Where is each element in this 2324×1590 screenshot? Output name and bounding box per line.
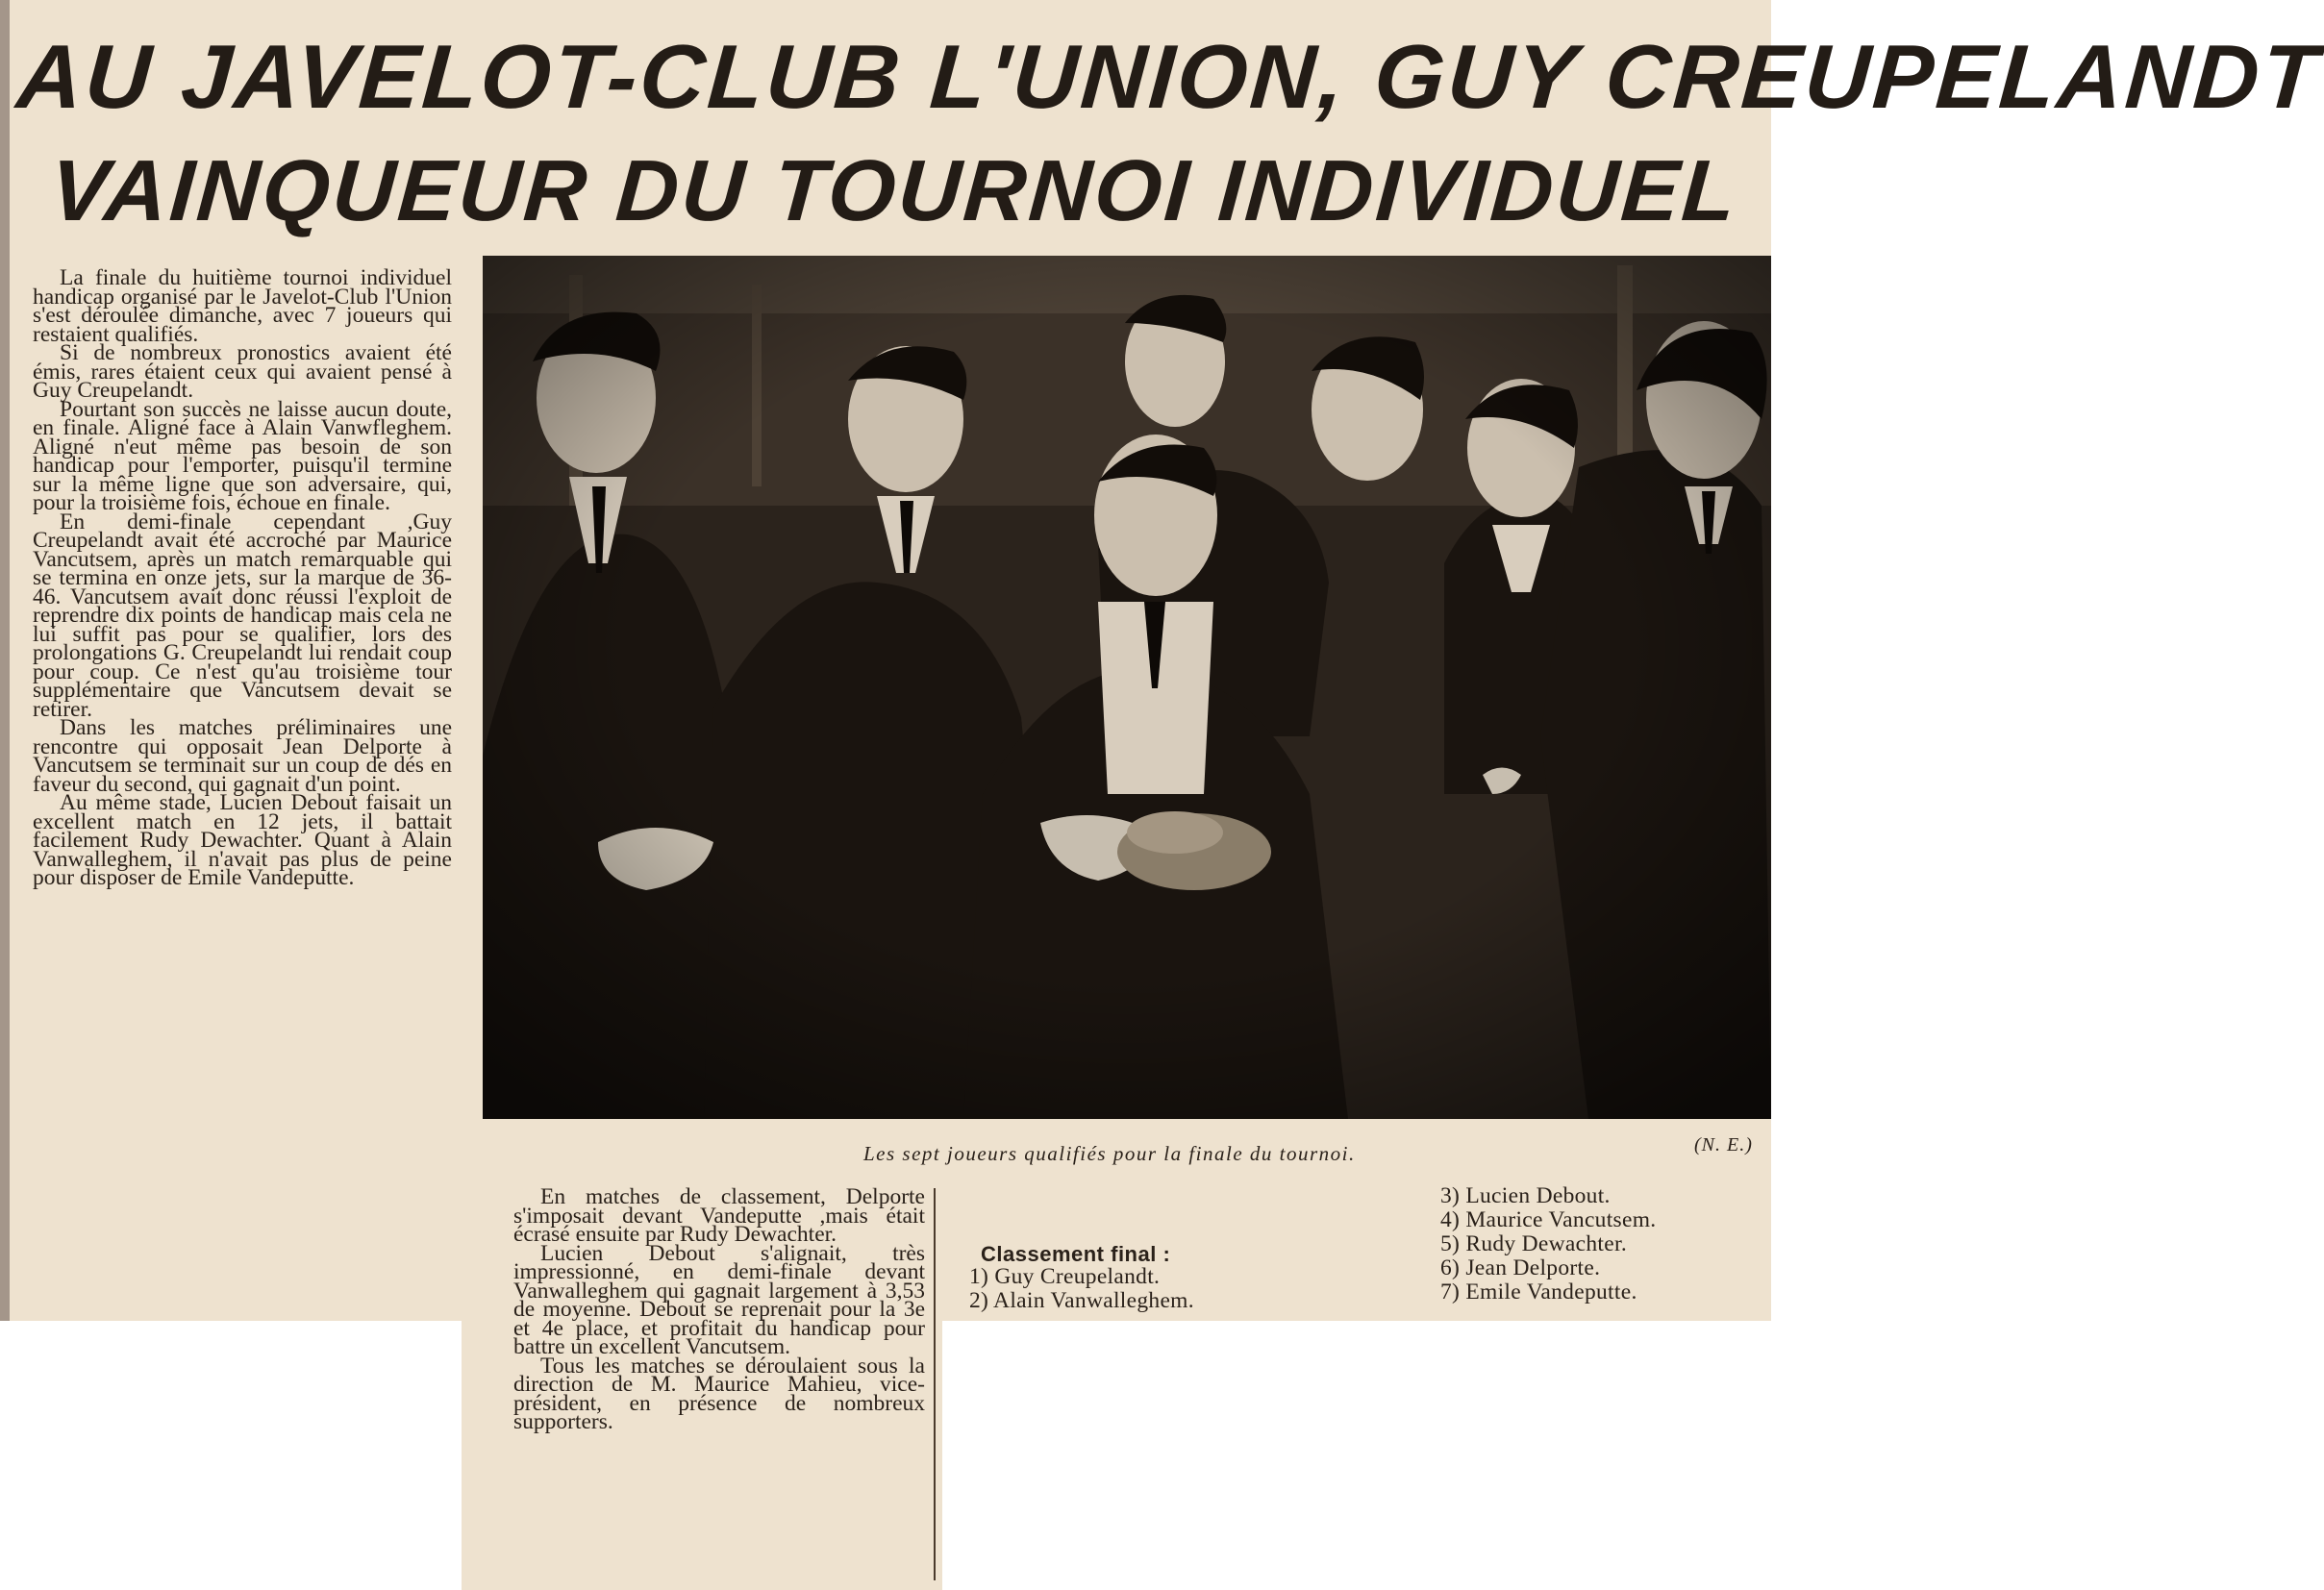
group-photo	[483, 256, 1771, 1119]
paragraph: Au même stade, Lucien Debout faisait un excellent match en 12 jets, il battait facilement Rudy Dewachter. Quant à Alain Vanwalleghem, il n'avait pas plus de peine pour disposer de Emile Vandeputte.	[33, 790, 452, 890]
photo-credit: (N. E.)	[1694, 1134, 1753, 1155]
paragraph: Dans les matches préliminaires une rencontre qui opposait Jean Delporte à Vancutsem se terminait sur un coup de dés en faveur du second, qui gagnait d'un point.	[33, 715, 452, 797]
ranking-title: Classement final :	[981, 1242, 1171, 1266]
ranking-list-part-1	[969, 1265, 1194, 1313]
paper-edge-shadow	[0, 0, 10, 1321]
ranking-item: 5) Rudy Dewachter.	[1440, 1231, 1627, 1256]
paragraph: La finale du huitième tournoi individuel handicap organisé par le Javelot-Club l'Union s'est déroulée dimanche, avec 7 joueurs qui restaient qualifiés.	[33, 265, 452, 347]
paragraph: Pourtant son succès ne laisse aucun doute, en finale. Aligné face à Alain Vanwfleghem. Aligné n'eut même pas besoin de son handicap pour l'emporter, puisqu'il termine sur la même ligne que son adversaire, qui, pour la troisième fois, échoue en finale.	[33, 396, 452, 515]
ranking-item: 1) Guy Creupelandt.	[969, 1264, 1161, 1289]
article-column-left	[33, 265, 452, 890]
ranking-item: 7) Emile Vandeputte.	[1440, 1279, 1637, 1304]
paragraph: Si de nombreux pronostics avaient été émis, rares étaient ceux qui avaient pensé à Guy Creupelandt.	[33, 340, 452, 403]
ranking-item: 2) Alain Vanwalleghem.	[969, 1288, 1194, 1313]
ranking-item: 3) Lucien Debout.	[1440, 1183, 1611, 1208]
column-divider	[934, 1188, 936, 1580]
headline-line-2: VAINQUEUR DU TOURNOI INDIVIDUEL	[47, 143, 1741, 239]
paragraph: Lucien Debout s'alignait, très impressionné, en demi-finale devant Vanwalleghem qui gagnait largement à 3,53 de moyenne. Debout se reprenait pour la 3e et 4e place, et profitait du handicap pour battre un excellent Vancutsem.	[513, 1240, 925, 1359]
headline-line-1: AU JAVELOT-CLUB L'UNION, GUY CREUPELANDT	[13, 26, 2324, 127]
ranking-list-part-2	[1440, 1184, 1656, 1304]
ranking-item: 6) Jean Delporte.	[1440, 1255, 1601, 1280]
paragraph: En matches de classement, Delporte s'imposait devant Vandeputte ,mais était écrasé ensuite par Rudy Dewachter.	[513, 1184, 925, 1247]
article-column-middle	[513, 1184, 925, 1434]
group-photo-illustration	[483, 256, 1771, 1119]
ranking-item: 4) Maurice Vancutsem.	[1440, 1207, 1657, 1232]
photo-caption: Les sept joueurs qualifiés pour la finale du tournoi.	[863, 1142, 1356, 1165]
paragraph: En demi-finale cependant ,Guy Creupelandt avait été accroché par Maurice Vancutsem, après un match remarquable qui se termina en onze jets, sur la marque de 36-46. Vancutsem avait donc réussi l'exploit de reprendre dix points de handicap mais cela ne lui suffit pas pour se qualifier, lors des prolongations G. Creupelandt lui rendait coup pour coup. Ce n'est qu'au troisième tour supplémentaire que Vancutsem devait se retirer.	[33, 509, 452, 722]
paragraph: Tous les matches se déroulaient sous la direction de M. Maurice Mahieu, vice-président, en présence de nombreux supporters.	[513, 1353, 925, 1434]
